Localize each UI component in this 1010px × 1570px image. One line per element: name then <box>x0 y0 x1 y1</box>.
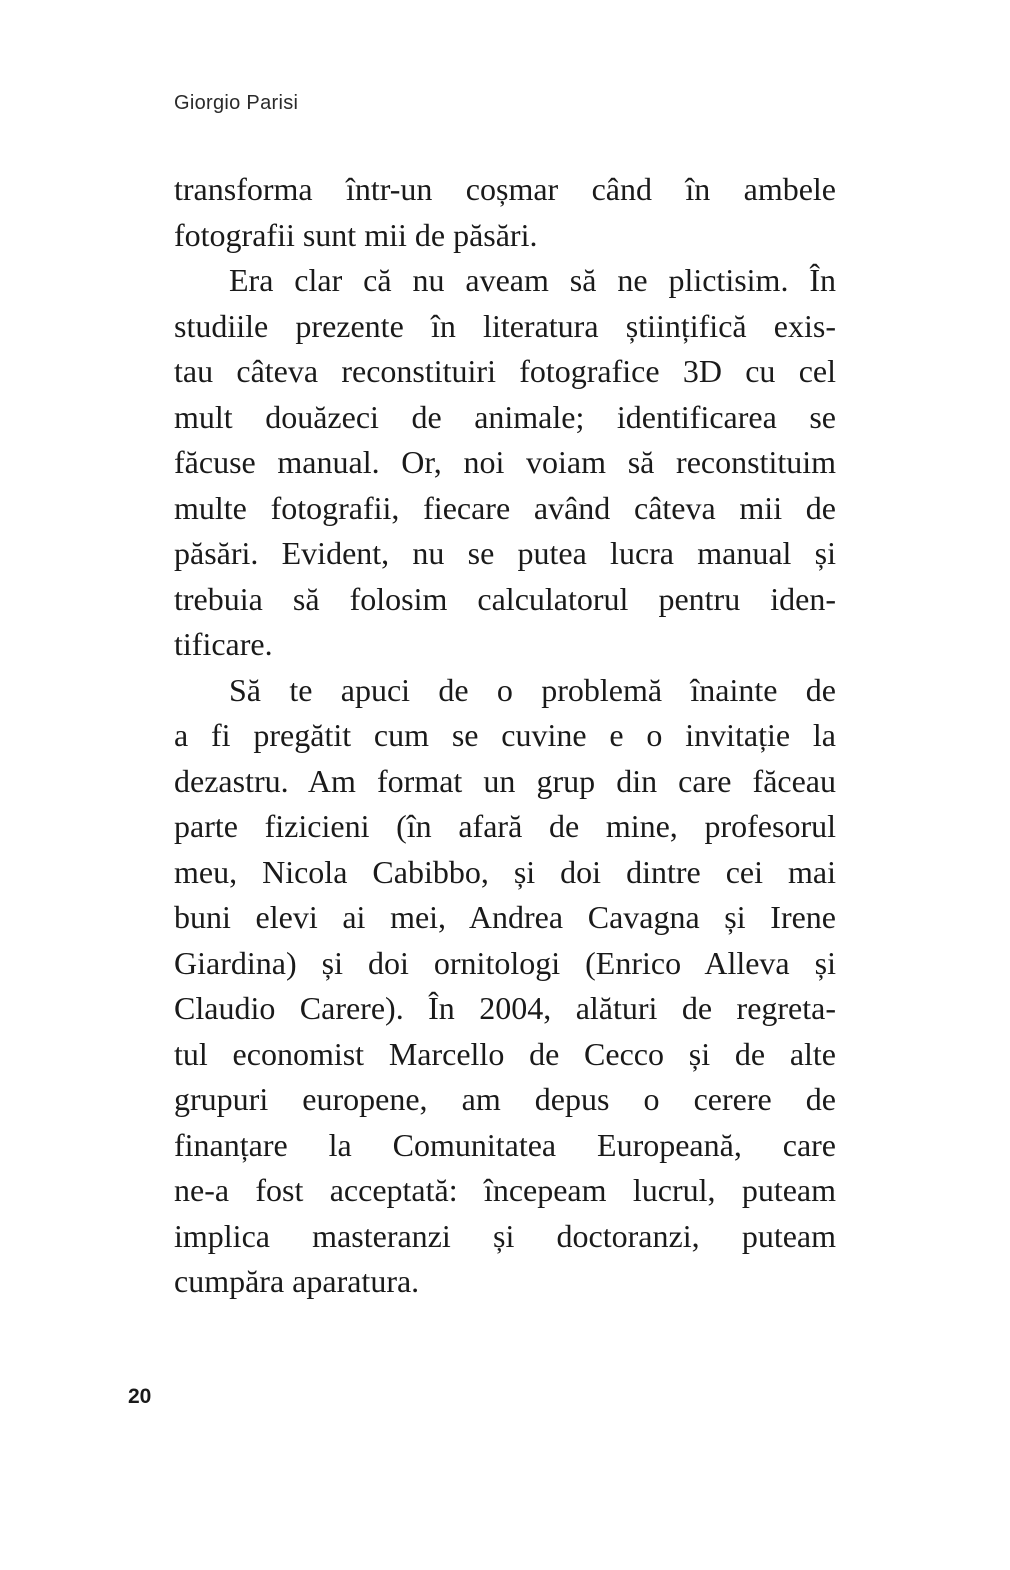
text-line: mult douăzeci de animale; identificarea se <box>174 398 836 435</box>
text-line: fotografii sunt mii de păsări. <box>174 216 538 253</box>
text-line: Să te apuci de o problemă înainte de <box>229 671 836 708</box>
page-number: 20 <box>128 1385 152 1408</box>
text-line: transforma într-un coșmar când în ambele <box>174 171 836 207</box>
body-text <box>174 167 836 1305</box>
running-header-author: Giorgio Parisi <box>174 92 299 114</box>
text-line: tau câteva reconstituiri fotografice 3D cu cel <box>174 353 836 389</box>
text-line: trebuia să folosim calculatorul pentru iden- <box>174 580 836 617</box>
text-line: tificare. <box>174 626 273 662</box>
text-line: parte fizicieni (în afară de mine, profesorul <box>174 808 836 844</box>
text-line: dezastru. Am format un grup din care făceau <box>174 762 836 799</box>
text-line: Claudio Carere). În 2004, alături de regreta- <box>174 990 836 1026</box>
text-line: implica masteranzi și doctoranzi, puteam <box>174 1217 836 1254</box>
text-line: tul economist Marcello de Cecco și de alte <box>174 1035 836 1072</box>
text-line: multe fotografii, fiecare având câteva mii de <box>174 489 836 526</box>
text-line: cumpăra aparatura. <box>174 1263 420 1299</box>
text-line: făcuse manual. Or, noi voiam să reconstituim <box>174 444 836 480</box>
text-line: studiile prezente în literatura științifică exis- <box>174 307 836 344</box>
text-line: finanțare la Comunitatea Europeană, care <box>174 1126 836 1163</box>
text-line: buni elevi ai mei, Andrea Cavagna și Irene <box>174 899 836 935</box>
text-line: păsări. Evident, nu se putea lucra manual și <box>174 535 836 571</box>
text-line: grupuri europene, am depus o cerere de <box>174 1081 836 1117</box>
text-line: a fi pregătit cum se cuvine e o invitație la <box>174 717 836 753</box>
text-line: Era clar că nu aveam să ne plictisim. În <box>229 262 836 298</box>
text-line: Giardina) și doi ornitologi (Enrico Alleva și <box>174 944 836 981</box>
text-line: ne-a fost acceptată: începeam lucrul, puteam <box>174 1172 836 1208</box>
text-line: meu, Nicola Cabibbo, și doi dintre cei mai <box>174 853 836 890</box>
